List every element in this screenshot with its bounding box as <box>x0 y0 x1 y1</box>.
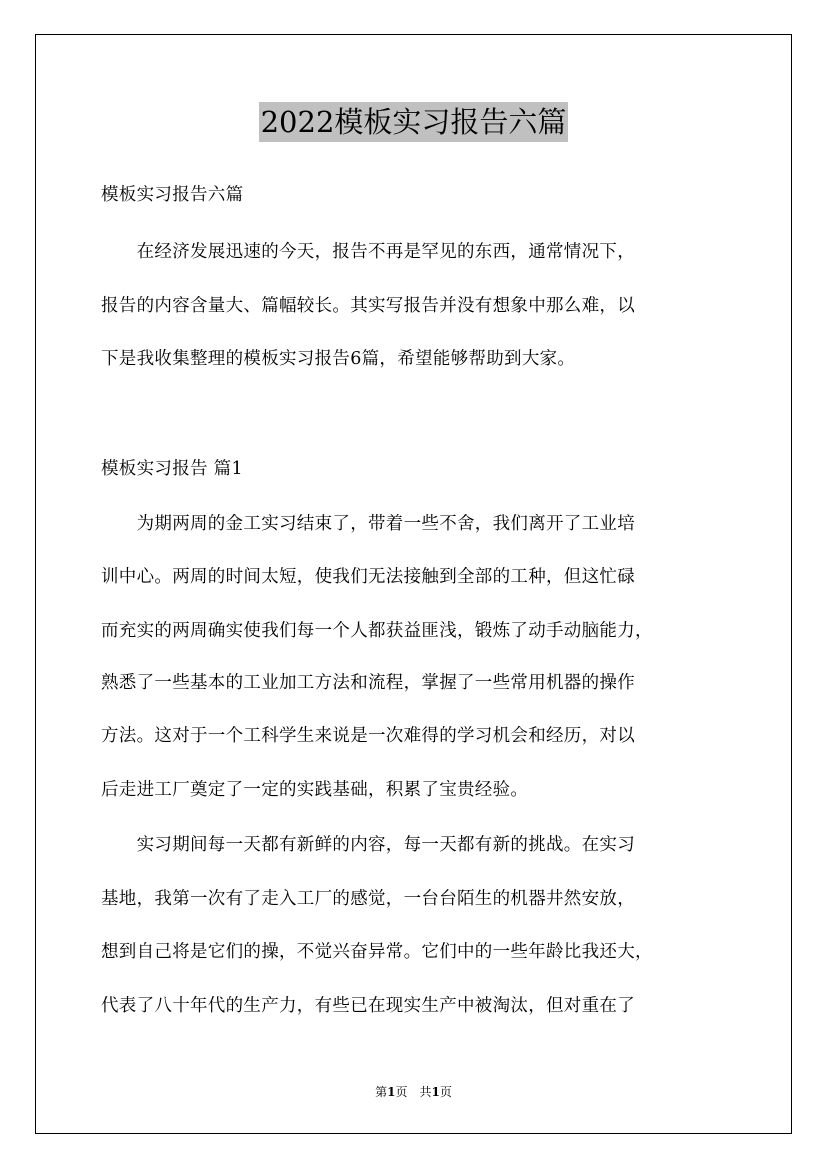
footer-mid: 页 共 <box>395 1085 432 1099</box>
body-line-4: 熟悉了一些基本的工业加工方法和流程，掌握了一些常用机器的操作 <box>101 673 635 693</box>
body-line-6: 后走进工厂奠定了一定的实践基础，积累了宝贵经验。 <box>101 780 529 800</box>
intro-line-3: 下是我收集整理的模板实习报告6篇，希望能够帮助到大家。 <box>101 349 576 369</box>
document-title: 2022模板实习报告六篇 <box>259 102 569 142</box>
footer-suffix: 页 <box>439 1085 452 1099</box>
footer-prefix: 第 <box>375 1085 388 1099</box>
section-heading: 模板实习报告 篇1 <box>101 459 243 479</box>
intro-line-1: 在经济发展迅速的今天，报告不再是罕见的东西，通常情况下， <box>101 242 635 262</box>
body-line-5: 方法。这对于一个工科学生来说是一次难得的学习机会和经历，对以 <box>101 726 635 746</box>
body-line-3: 而充实的两周确实使我们每一个人都获益匪浅，锻炼了动手动脑能力， <box>101 621 653 641</box>
page-footer <box>0 1083 827 1100</box>
body-line-2: 训中心。两周的时间太短，使我们无法接触到全部的工种，但这忙碌 <box>101 567 635 587</box>
body-line-1: 为期两周的金工实习结束了，带着一些不舍，我们离开了工业培 <box>101 514 635 534</box>
body-line-10: 代表了八十年代的生产力，有些已在现实生产中被淘汰，但对重在了 <box>101 996 635 1016</box>
footer-page-number: 1 <box>387 1085 396 1099</box>
body-line-7: 实习期间每一天都有新鲜的内容，每一天都有新的挑战。在实习 <box>101 835 635 855</box>
title-container <box>0 102 827 142</box>
footer-total-pages: 1 <box>431 1085 440 1099</box>
subtitle: 模板实习报告六篇 <box>101 185 244 205</box>
intro-line-2: 报告的内容含量大、篇幅较长。其实写报告并没有想象中那么难，以 <box>101 296 635 316</box>
body-line-9: 想到自己将是它们的操，不觉兴奋异常。它们中的一些年龄比我还大， <box>101 942 653 962</box>
body-line-8: 基地，我第一次有了走入工厂的感觉，一台台陌生的机器井然安放， <box>101 889 635 909</box>
